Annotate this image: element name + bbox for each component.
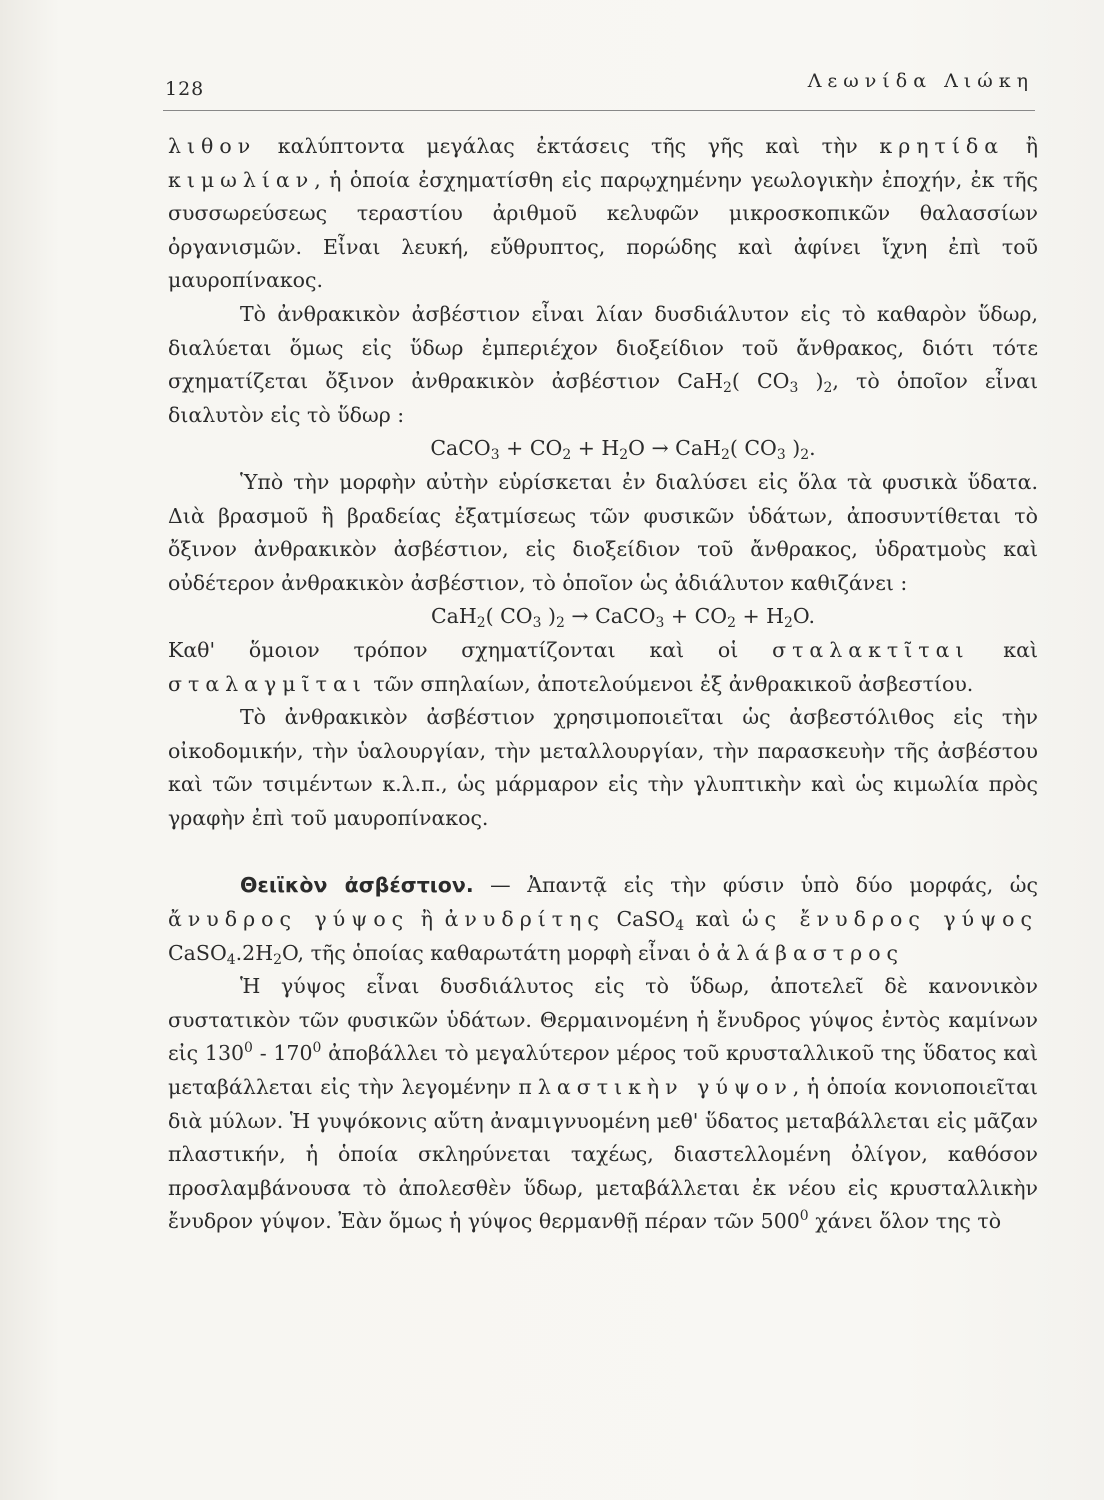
spaced-term: σταλαγμῖται	[168, 671, 367, 696]
spaced-term: κιμωλίαν	[168, 167, 315, 192]
spaced-term: ἄνυδρος γύψος	[168, 907, 410, 932]
page-number: 128	[165, 78, 205, 100]
spaced-term: ἀλάβαστρος	[716, 940, 905, 965]
spaced-term: σταλακτῖται	[772, 637, 970, 662]
chemical-equation: CaCO$_3$ + $CO_2 + H_2O \to CaH_2$( $CO_3$ )$_2$.	[430, 436, 816, 464]
body-text	[168, 130, 1038, 1239]
spaced-term: ἀνυδρίτης	[444, 907, 605, 932]
chemical-equation: CaH$_2$( $CO_3$ )$_2$ → CaCO$_3$ + $CO_2 + H_2O$.	[430, 604, 816, 632]
paragraph-solubility: Τὸ ἀνθρακικὸν ἀσβέστιον εἶναι λίαν δυσδιάλυτον εἰς τὸ καθαρὸν ὕδωρ, διαλύεται ὅμως εἰς ὕδωρ ἐμπεριέχον διοξείδιον τοῦ ἄνθρακος, διότι τότε σχηματίζεται ὄξινον ἀνθρακικὸν ἀσβέστιον CaH$_2$( $CO_3$ )$_2$, τὸ ὁποῖον εἶναι διαλυτὸν εἰς τὸ ὕδωρ :	[168, 301, 1039, 427]
paragraph-natural-waters: Ὑπὸ τὴν μορφὴν αὐτὴν εὑρίσκεται ἐν διαλύσει εἰς ὅλα τὰ φυσικὰ ὕδατα. Διὰ βρασμοῦ ἢ βραδείας ἐξατμίσεως τῶν φυσικῶν ὑδάτων, ἀποσυντίθεται τὸ ὄξινον ἀνθρακικὸν ἀσβέστιον, εἰς διοξείδιον τοῦ ἄνθρακος, ὑδρατμοὺς καὶ οὐδέτερον ἀνθρακικὸν ἀσβέστιον, τὸ ὁποῖον ὡς ἀδιάλυτον καθιζάνει :	[168, 469, 1038, 595]
paragraph-chalk: λιθον καλύπτοντα μεγάλας ἐκτάσεις τῆς γῆς καὶ τὴν κρητίδα ἢ κιμωλίαν, ἡ ὁποία ἐσχηματίσθη εἰς παρῳχημένην γεωλογικὴν ἐποχήν, ἐκ τῆς συσσωρεύσεως τεραστίου ἀριθμοῦ κελυφῶν μικροσκοπικῶν θαλασσίων ὀργανισμῶν. Εἶναι λευκή, εὔθρυπτος, πορώδης καὶ ἀφίνει ἴχνη ἐπὶ τοῦ μαυροπίνακος.	[168, 134, 1038, 293]
paragraph-gypsum: Ἡ γύψος εἶναι δυσδιάλυτος εἰς τὸ ὕδωρ, ἀποτελεῖ δὲ κανονικὸν συστατικὸν τῶν φυσικῶν ὑδάτων. Θερμαινομένη ἡ ἔνυδρος γύψος ἐντὸς καμίνων εἰς $130^0 - 170^0$ ἀποβάλλει τὸ μεγαλύτερον μέρος τοῦ κρυσταλλικοῦ της ὕδατος καὶ μεταβάλλεται εἰς τὴν λεγομένην πλαστικὴν γύψον, ἡ ὁποία κονιοποιεῖται διὰ μύλων. Ἡ γυψόκονις αὕτη ἀναμιγνυομένη μεθ' ὕδατος μεταβάλλεται εἰς μᾶζαν πλαστικήν, ἡ ὁποία σκληρύνεται ταχέως, διαστελλομένη ὀλίγον, καθόσον προσλαμβάνουσα τὸ ἀπολεσθὲν ὕδωρ, μεταβάλλεται ἐκ νέου εἰς κρυσταλλικὴν ἔνυδρον γύψον. Ἐὰν ὅμως ἡ γύψος θερμανθῇ πέραν τῶν $500^0$ χάνει ὅλον της τὸ	[168, 974, 1038, 1234]
header-divider	[163, 110, 1035, 111]
running-header-author: Λεωνίδα Λιώκη	[807, 70, 1034, 92]
paragraph-uses: Τὸ ἀνθρακικὸν ἀσβέστιον χρησιμοποιεῖται ὡς ἀσβεστόλιθος εἰς τὴν οἰκοδομικήν, τὴν ὑαλουργίαν, τὴν μεταλλουργίαν, τὴν παρασκευὴν τῆς ἀσβέστου καὶ τῶν τσιμέντων κ.λ.π., ὡς μάρμαρον εἰς τὴν γλυπτικὴν καὶ ὡς κιμωλία πρὸς γραφὴν ἐπὶ τοῦ μαυροπίνακος.	[168, 705, 1038, 830]
spaced-term: κρητίδα	[879, 134, 1005, 158]
section-heading: Θειϊκὸν ἀσβέστιον.	[240, 873, 474, 898]
spaced-term: λιθον	[168, 134, 257, 158]
paragraph-calcium-sulfate: Θειϊκὸν ἀσβέστιον. — Ἀπαντᾷ εἰς τὴν φύσιν ὑπὸ δύο μορφάς, ὡς ἄνυδρος γύψος ἢ ἀνυδρίτης CaSO$_4$ καὶ ὡς ἔνυδρος γύψος $CaSO_4.2H_2O$, τῆς ὁποίας καθαρωτάτη μορφὴ εἶναι ὁ ἀλάβαστρος	[168, 873, 1039, 968]
section-gap	[168, 835, 1038, 869]
spaced-term: πλαστικὴν γύψον	[518, 1075, 793, 1100]
paragraph-stalactites: Καθ' ὅμοιον τρόπον σχηματίζονται καὶ οἱ σταλακτῖται καὶ σταλαγμῖται τῶν σπηλαίων, ἀποτελούμενοι ἐξ ἀνθρακικοῦ ἀσβεστίου.	[168, 637, 1038, 696]
spaced-term: ὡς ἔνυδρος γύψος	[741, 907, 1038, 932]
